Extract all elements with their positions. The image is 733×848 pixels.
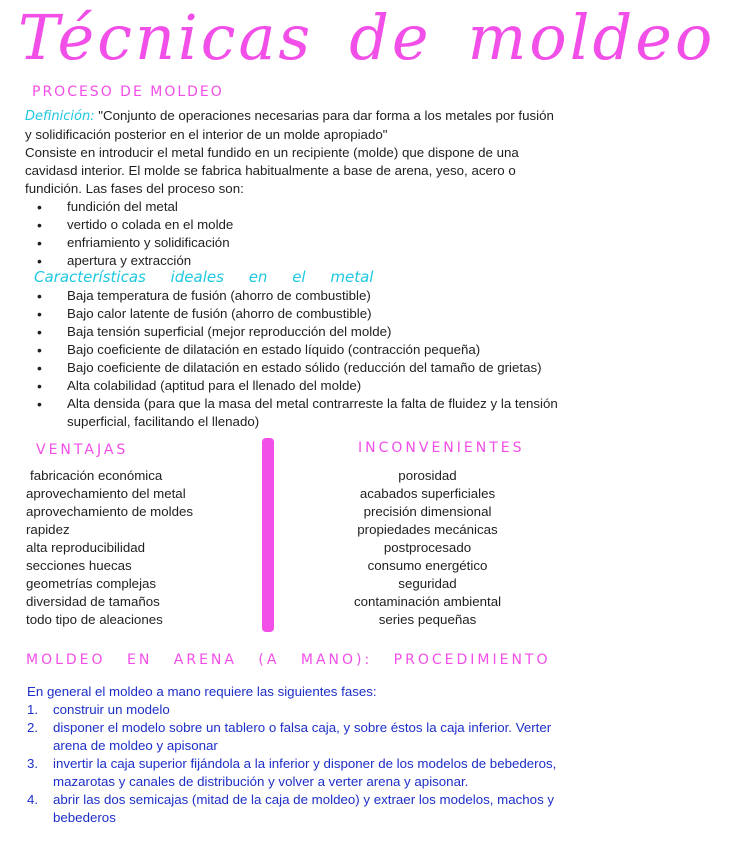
consiste-line-1: Consiste en introducir el metal fundido en un recipiente (molde) que dispone de una [25,145,519,160]
list-item: • Bajo coeficiente de dilatación en estado sólido (reducción del tamaño de grietas) [25,359,595,377]
list-item: rapidez [26,522,70,537]
list-item: todo tipo de aleaciones [26,612,163,627]
step-number: 3. [27,756,39,771]
step-number: 4. [27,792,39,807]
caracteristicas-last-line-1: • Alta densida (para que la masa del metal contrarreste la falta de fluidez y la tensión [67,396,558,411]
step-line-1: disponer el modelo sobre un tablero o falsa caja, y sobre éstos la caja inferior. Verter [53,720,552,735]
arena-heading: MOLDEO EN ARENA (A MANO): PROCEDIMIENTO [26,652,551,668]
definicion-label: Definición: [25,109,95,124]
inconvenientes-list [340,467,515,629]
title-word-1: Técnicas [18,1,314,74]
list-item: fabricación económica [30,468,163,483]
definicion-text-1: "Conjunto de operaciones necesarias para dar forma a los metales por fusión [98,108,554,123]
list-item: aprovechamiento de moldes [26,504,194,519]
arena-section [27,683,597,827]
list-item: acabados superficiales [359,486,496,501]
list-item [27,791,597,827]
list-item: postprocesado [383,540,472,555]
page-title [0,0,716,76]
caracteristicas-last-line-2: superficial, facilitando el llenado) [67,414,260,429]
list-item: geometrías complejas [26,576,157,591]
list-item: • apertura y extracción [25,252,595,270]
caracteristicas-heading: Características ideales en el metal [34,268,374,286]
list-item [27,755,597,791]
step-line-1: invertir la caja superior fijándola a la inferior y disponer de los modelos de bebederos, [53,756,557,771]
step-number: 2. [27,720,39,735]
column-divider [262,438,274,632]
title-word-2: de [349,1,432,74]
list-item [27,719,597,755]
list-item [25,395,595,431]
list-item: aprovechamiento del metal [26,486,186,501]
list-item: • fundición del metal [25,198,595,216]
definicion-text-2: y solidificación posterior en el interior de un molde apropiado" [25,127,388,142]
arena-steps [27,701,597,827]
list-item: • enfriamiento y solidificación [25,234,595,252]
consiste-line-3: fundición. Las fases del proceso son: [25,181,244,196]
list-item: series pequeñas [378,612,477,627]
list-item: propiedades mecánicas [357,522,498,537]
consiste-line-2: cavidasd interior. El molde se fabrica habitualmente a base de arena, yeso, acero o [25,163,516,178]
list-item: precisión dimensional [363,504,492,519]
step-line-2: arena de moldeo y apisonar [53,738,218,753]
list-item: • Baja temperatura de fusión (ahorro de combustible) [25,287,595,305]
proceso-heading: PROCESO DE MOLDEO [32,84,224,100]
list-item: alta reproducibilidad [26,540,146,555]
caracteristicas-list [25,287,595,431]
list-item: secciones huecas [26,558,132,573]
list-item: contaminación ambiental [353,594,502,609]
list-item: seguridad [398,576,457,591]
caracteristicas-section [25,287,595,431]
list-item: • Baja tensión superficial (mejor reproducción del molde) [25,323,595,341]
list-item: consumo energético [367,558,488,573]
list-item [27,701,597,719]
arena-intro: En general el moldeo a mano requiere las siguientes fases: [27,684,377,699]
step-number: 1. [27,702,39,717]
ventajas-heading: VENTAJAS [36,442,129,458]
inconvenientes-heading: INCONVENIENTES [358,440,525,456]
fases-list [25,198,595,270]
step-line-1: construir un modelo [53,702,170,717]
list-item: • Alta colabilidad (aptitud para el llenado del molde) [25,377,595,395]
list-item: • Bajo calor latente de fusión (ahorro de combustible) [25,305,595,323]
ventajas-list [26,467,193,629]
step-line-2: mazarotas y canales de distribución y volver a verter arena y apisonar. [53,774,469,789]
proceso-section [25,107,595,270]
list-item: diversidad de tamaños [26,594,160,609]
list-item: • Bajo coeficiente de dilatación en estado líquido (contracción pequeña) [25,341,595,359]
list-item: porosidad [398,468,457,483]
list-item: • vertido o colada en el molde [25,216,595,234]
step-line-1: abrir las dos semicajas (mitad de la caja de moldeo) y extraer los modelos, machos y [53,792,555,807]
title-word-3: moldeo [467,1,716,74]
step-line-2: bebederos [53,810,116,825]
